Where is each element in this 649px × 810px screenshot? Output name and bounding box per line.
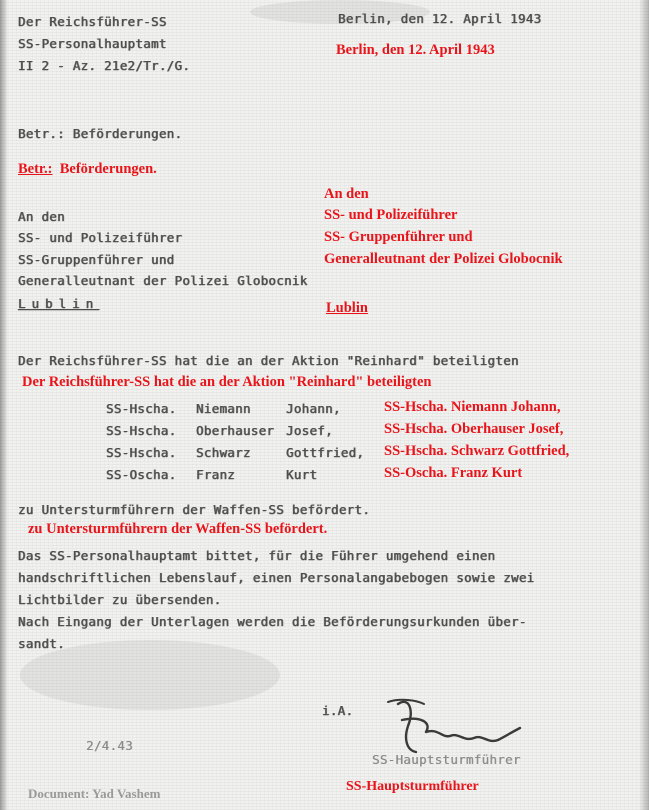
transcribed-name-3: SS-Hscha. Schwarz Gottfried,	[384, 443, 570, 459]
original-para2-line2: handschriftlichen Lebenslauf, einen Personalangabebogen sowie zwei	[18, 570, 535, 585]
original-recipient-line4: Generalleutnant der Polizei Globocnik	[18, 273, 308, 288]
transcribed-intro: Der Reichsführer-SS hat die an der Aktion "Reinhard" beteiligten	[22, 374, 432, 390]
transcribed-signature-title: SS-Hauptsturmführer	[346, 779, 479, 794]
transcribed-recipient-line2: SS- und Polizeiführer	[324, 207, 458, 223]
original-subject: Betr.: Beförderungen.	[18, 126, 183, 141]
original-recipient-city: Lublin	[18, 296, 100, 311]
original-para3-line2: sandt.	[18, 636, 65, 651]
original-intro: Der Reichsführer-SS hat die an der Aktion "Reinhard" beteiligten	[18, 353, 519, 368]
transcribed-date: Berlin, den 12. April 1943	[336, 42, 495, 58]
original-sender-line2: SS-Personalhauptamt	[18, 36, 167, 51]
original-name-3-given: Gottfried,	[286, 445, 365, 460]
original-para2-line3: Lichtbilder zu übersenden.	[18, 592, 222, 607]
subject-text: Beförderungen.	[59, 161, 157, 177]
original-promotion: zu Untersturmführern der Waffen-SS befördert.	[18, 502, 371, 517]
original-stamp-date: 2/4.43	[86, 738, 133, 753]
original-para2-line1: Das SS-Personalhauptamt bittet, für die Führer umgehend einen	[18, 548, 496, 563]
transcribed-promotion: zu Untersturmführern der Waffen-SS befördert.	[28, 521, 328, 537]
original-date: Berlin, den 12. April 1943	[338, 11, 542, 26]
transcribed-subject	[18, 161, 157, 178]
original-name-3-rank: SS-Hscha.	[106, 445, 177, 460]
transcribed-recipient-line4: Generalleutnant der Polizei Globocnik	[324, 251, 563, 267]
original-name-3-surname: Schwarz	[196, 445, 251, 460]
original-name-4-surname: Franz	[196, 467, 236, 482]
original-name-2-surname: Oberhauser	[196, 423, 275, 438]
transcribed-name-1: SS-Hscha. Niemann Johann,	[384, 399, 561, 415]
original-sender-line1: Der Reichsführer-SS	[18, 14, 167, 29]
original-reference: II 2 - Az. 21e2/Tr./G.	[18, 58, 191, 73]
original-signature-title: SS-Hauptsturmführer	[372, 752, 521, 767]
transcribed-recipient-line1: An den	[324, 186, 369, 202]
original-name-2-rank: SS-Hscha.	[106, 423, 177, 438]
transcribed-recipient-line3: SS- Gruppenführer und	[324, 229, 473, 245]
original-recipient-line2: SS- und Polizeiführer	[18, 230, 183, 245]
original-recipient-line3: SS-Gruppenführer und	[18, 252, 175, 267]
transcribed-name-2: SS-Hscha. Oberhauser Josef,	[384, 421, 564, 437]
original-name-1-given: Johann,	[286, 401, 341, 416]
subject-label: Betr.:	[18, 161, 53, 177]
original-name-4-given: Kurt	[286, 467, 318, 482]
source-credit: Document: Yad Vashem	[28, 786, 161, 801]
original-para3-line1: Nach Eingang der Unterlagen werden die Beförderungsurkunden über-	[18, 614, 527, 629]
original-name-1-rank: SS-Hscha.	[106, 401, 177, 416]
transcribed-name-4: SS-Oscha. Franz Kurt	[384, 465, 523, 481]
original-closing: i.A.	[322, 703, 354, 718]
scan-shadow-right	[639, 0, 649, 810]
original-recipient-line1: An den	[18, 209, 65, 224]
original-name-2-given: Josef,	[286, 423, 333, 438]
original-name-1-surname: Niemann	[196, 401, 251, 416]
transcribed-recipient-city: Lublin	[326, 300, 368, 316]
scan-shadow-left	[0, 0, 8, 810]
original-name-4-rank: SS-Oscha.	[106, 467, 177, 482]
